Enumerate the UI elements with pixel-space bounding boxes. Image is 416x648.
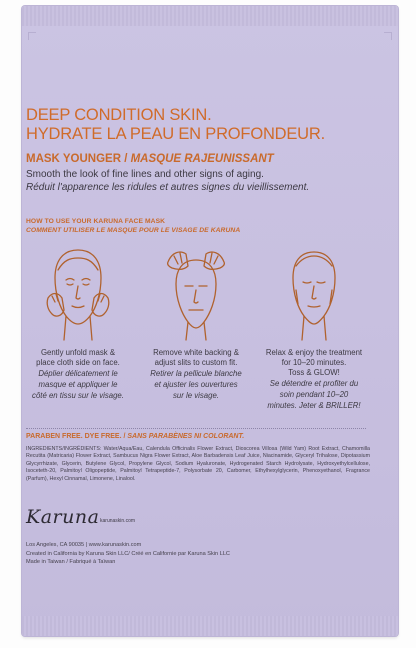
top-seal <box>22 6 398 26</box>
step-1-en-line-1: Gently unfold mask & <box>40 348 116 357</box>
address-line-2: Created in California by Karuna Skin LLC/ Créé en Californie par Karuna Skin LLC <box>26 550 230 557</box>
company-address <box>26 541 230 567</box>
step-3-en-line-1: Relax & enjoy the treatment <box>265 348 363 357</box>
step-3-en-line-3: Toss & GLOW! <box>288 368 340 377</box>
usage-steps <box>22 244 374 414</box>
brand-website: karunaskin.com <box>100 518 136 524</box>
step-3-fr-line-3: minutes. Jeter & BRILLER! <box>267 401 361 410</box>
free-from-claim <box>26 433 244 440</box>
ingredients-list: INGREDIENTS/INGRÉDIENTS: Water/Aqua/Eau, Calendula Officinalis Flower Extract, Dioscorea Villosa (Wild Yam) Root Extract, Chamomilla Recutita (Matricaria) Flower Extract, Sambucus Nigra Flower Extract, Aloe Barbadensis Leaf Juice, Niacinamide, Glyceryl Trihalose, Dipotassium Glycyrrhizate, Glycerin, Butylene Glycol, Propylene Glycol, Sodium Hyaluronate, Hydrogenated Starch Hydrolysate, Hydroxyethylcellulose, Isoceteth-20, Palmitoyl Oligopeptide, Palmitoyl Tetrapeptide-7, Polysorbate 20, Carbomer, Ethylhexylglycerin, Phenoxyethanol, Fragrance (Parfum), Hexyl Cinnamal, Limonene, Linalool. <box>26 446 370 482</box>
step-2-en-line-2: adjust slits to custom fit. <box>154 358 238 367</box>
face-adjust-icon <box>154 244 238 342</box>
how-to-fr: COMMENT UTILISER LE MASQUE POUR LE VISAGE DE KARUNA <box>26 227 241 234</box>
step-1-fr-line-3: côté en tissu sur le visage. <box>32 391 124 400</box>
how-to-heading <box>26 217 366 235</box>
step-3-en-line-2: for 10–20 minutes. <box>281 358 347 367</box>
step-2-fr-line-3: sur le visage. <box>173 391 219 400</box>
headline-en: DEEP CONDITION SKIN. <box>26 106 212 124</box>
step-2-en-line-1: Remove white backing & <box>153 348 239 357</box>
product-name-fr: MASQUE RAJEUNISSANT <box>130 153 274 165</box>
face-unfold-icon <box>36 244 120 342</box>
step-1 <box>22 244 134 401</box>
headline <box>26 106 366 144</box>
address-line-3: Made in Taiwan / Fabriqué à Taïwan <box>26 559 116 566</box>
step-2-fr-line-1: Retirer la pellicule blanche <box>150 369 242 378</box>
product-name <box>26 152 366 166</box>
step-3-fr-line-2: soin pendant 10–20 <box>279 390 349 399</box>
step-3 <box>258 244 370 411</box>
brand-logo: Karuna <box>26 506 100 528</box>
address-line-1: Los Angeles, CA 90035 | www.karunaskin.com <box>26 542 142 548</box>
claim-en: Smooth the look of fine lines and other signs of aging. <box>26 169 264 180</box>
tear-notch-left <box>28 32 36 40</box>
step-2-fr-line-2: et ajuster les ouvertures <box>154 380 238 389</box>
claim-fr: Réduit l'apparence les ridules et autres signes du vieillissement. <box>26 182 310 193</box>
bottom-seal <box>22 616 398 636</box>
step-1-fr-line-1: Déplier délicatement le <box>38 369 118 378</box>
face-relax-icon <box>272 244 356 342</box>
how-to-en: HOW TO USE YOUR KARUNA FACE MASK <box>26 218 166 225</box>
step-1-caption <box>22 348 134 401</box>
product-name-en: MASK YOUNGER / <box>26 153 131 165</box>
section-divider <box>26 428 366 429</box>
step-2 <box>140 244 252 401</box>
headline-fr: HYDRATE LA PEAU EN PROFONDEUR. <box>26 125 326 143</box>
step-2-caption <box>140 348 252 401</box>
tear-notch-right <box>384 32 392 40</box>
free-from-fr: SANS PARABÈNES NI COLORANT. <box>127 433 245 440</box>
step-1-fr-line-2: masque et appliquer le <box>38 380 118 389</box>
step-1-en-line-2: place cloth side on face. <box>36 358 120 367</box>
product-claim <box>26 168 366 194</box>
free-from-en: PARABEN FREE. DYE FREE. / <box>26 433 128 440</box>
step-3-fr-line-1: Se détendre et profiter du <box>269 379 359 388</box>
step-3-caption <box>258 348 370 411</box>
